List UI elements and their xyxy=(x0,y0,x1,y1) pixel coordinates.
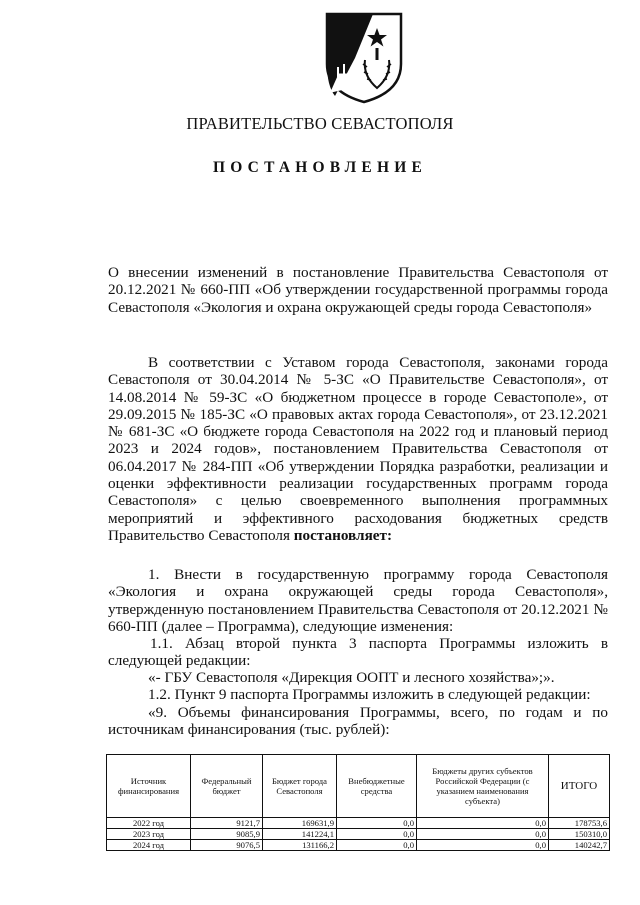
table-cell: 9121,7 xyxy=(191,818,263,829)
table-row xyxy=(107,829,610,840)
decree-word: постановляет: xyxy=(293,526,393,544)
table-cell: 0,0 xyxy=(417,818,549,829)
table-cell: 141224,1 xyxy=(263,829,337,840)
header-total: ИТОГО xyxy=(549,755,610,818)
table-row xyxy=(107,818,610,829)
financing-table xyxy=(106,754,610,851)
table-cell: 2024 год xyxy=(107,840,191,851)
item-1-2-quote: «9. Объемы финансирования Программы, всего, по годам и по источникам финансирования (тыс. рублей): xyxy=(108,704,608,739)
document-title: О внесении изменений в постановление Правительства Севастополя от 20.12.2021 № 660-ПП «Об утверждении государственной программы города Севастополя «Экология и охрана окружающей среды города Севастополя» xyxy=(108,264,608,316)
preamble-text: В соответствии с Уставом города Севастополя, законами города Севастополя от 30.04.2014 № 5-ЗС «О Правительстве Севастополя», от 14.08.2014 № 59-ЗС «О бюджетном процессе в городе Севастополе», от 29.09.2015 № 185-ЗС «О правовых актах города Севастополя», от 23.12.2021 № 681-ЗС «О бюджете города Севастополя на 2022 год и плановый период 2023 и 2024 годов», постановлением Правительства Севастополя от 06.04.2017 № 284-ПП «Об утверждении Порядка разработки, реализации и оценки эффективности реализации государственных программ города Севастополя» с целью своевременного выполнения программных мероприятий и эффективного расходования бюджетных средств Правительство Севастополя xyxy=(108,354,608,544)
item-1-1-quote: «- ГБУ Севастополя «Дирекция ООПТ и лесного хозяйства»;». xyxy=(148,669,555,686)
table-cell: 0,0 xyxy=(337,840,417,851)
table-cell: 9085,9 xyxy=(191,829,263,840)
table-cell: 2022 год xyxy=(107,818,191,829)
table-cell: 2023 год xyxy=(107,829,191,840)
table-cell: 150310,0 xyxy=(549,829,610,840)
header-city: Бюджет города Севастополя xyxy=(263,755,337,818)
document-type: ПОСТАНОВЛЕНИЕ xyxy=(212,159,428,176)
table-cell: 131166,2 xyxy=(263,840,337,851)
table-cell: 0,0 xyxy=(417,829,549,840)
preamble-paragraph xyxy=(108,354,608,544)
table-header-row xyxy=(107,755,610,818)
item-1-2: 1.2. Пункт 9 паспорта Программы изложить в следующей редакции: xyxy=(148,686,591,703)
table-cell: 0,0 xyxy=(337,829,417,840)
table-cell: 0,0 xyxy=(337,818,417,829)
sevastopol-coat-of-arms-icon xyxy=(325,12,403,104)
table-cell: 0,0 xyxy=(417,840,549,851)
government-name: ПРАВИТЕЛЬСТВО СЕВАСТОПОЛЯ xyxy=(186,114,454,133)
table-cell: 178753,6 xyxy=(549,818,610,829)
table-cell: 9076,5 xyxy=(191,840,263,851)
item-1-1: 1.1. Абзац второй пункта 3 паспорта Программы изложить в следующей редакции: xyxy=(108,635,608,670)
table-row xyxy=(107,840,610,851)
item-1: 1. Внести в государственную программу города Севастополя «Экология и охрана окружающей среды города Севастополя», утвержденную постановлением Правительства Севастополя от 20.12.2021 № 660-ПП (далее – Программа), следующие изменения: xyxy=(108,566,608,635)
header-extrabudget: Внебюджетные средства xyxy=(337,755,417,818)
header-other-subjects: Бюджеты других субъектов Российской Федерации (с указанием наименования субъекта) xyxy=(417,755,549,818)
table-cell: 169631,9 xyxy=(263,818,337,829)
table-cell: 140242,7 xyxy=(549,840,610,851)
header-source: Источник финансирования xyxy=(107,755,191,818)
header-federal: Федеральный бюджет xyxy=(191,755,263,818)
